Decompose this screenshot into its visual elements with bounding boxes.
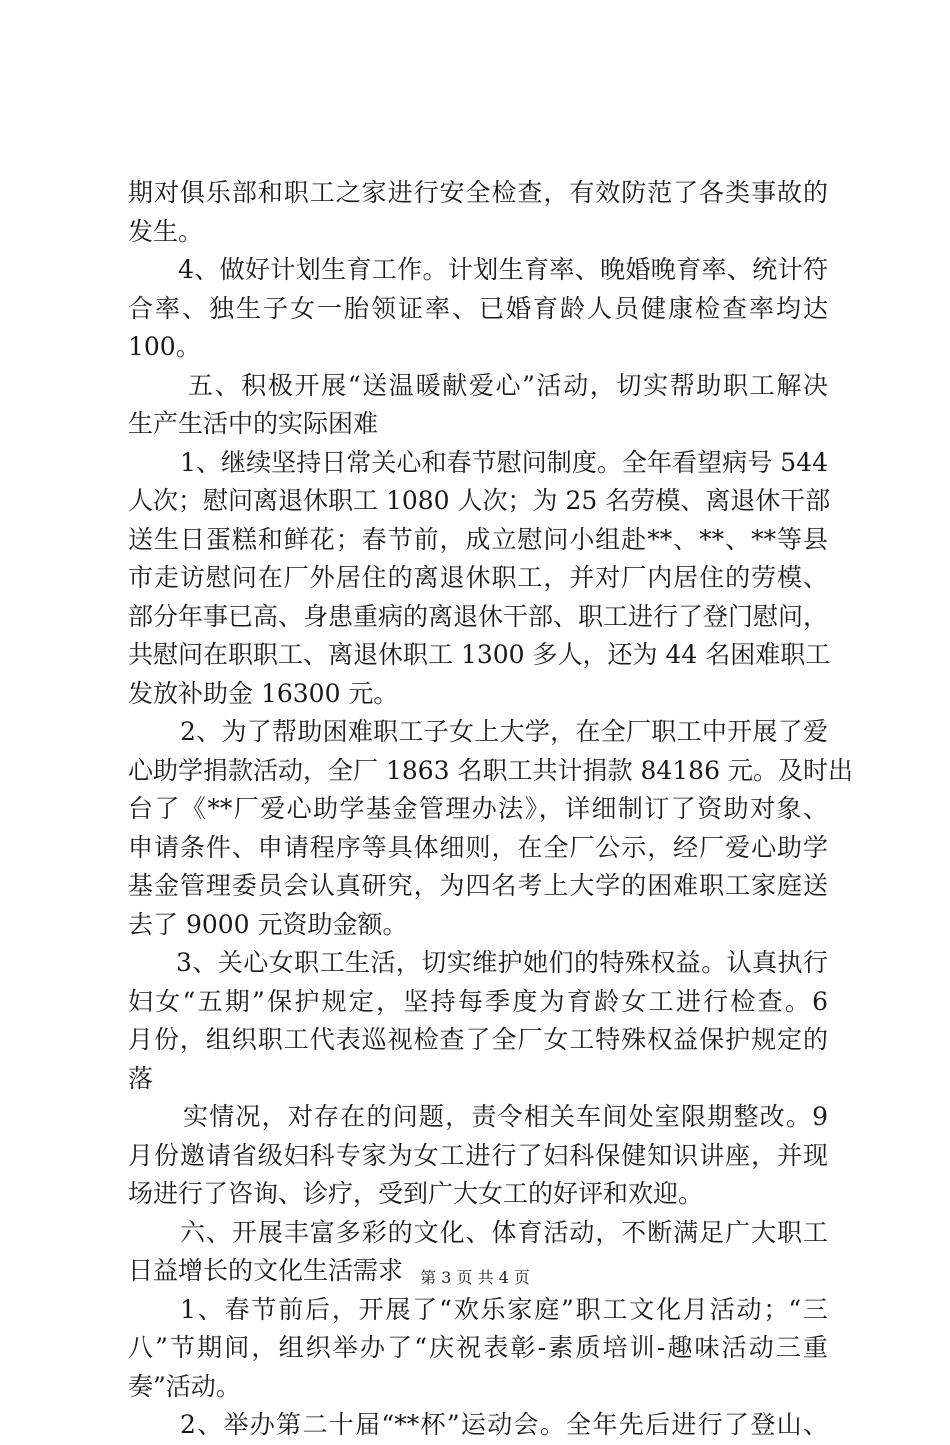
text-line: 申请条件、申请程序等具体细则，在全厂公示，经厂爱心助学: [128, 832, 828, 862]
text-line: 日益增长的文化生活需求: [128, 1256, 404, 1285]
text-line: 送生日蛋糕和鲜花；春节前，成立慰问小组赴**、**、**等县: [128, 524, 828, 554]
text-line: 六、开展丰富多彩的文化、体育活动，不断满足广大职工: [180, 1217, 828, 1247]
text-line: 奏”活动。: [128, 1371, 241, 1401]
text-line: 落: [128, 1063, 154, 1093]
text-line: 2、为了帮助困难职工子女上大学，在全厂职工中开展了爱: [180, 717, 828, 746]
text-line: 基金管理委员会认真研究，为四名考上大学的困难职工家庭送: [128, 871, 828, 900]
text-line: 场进行了咨询、诊疗，受到广大女工的好评和欢迎。: [128, 1179, 704, 1208]
text-line: 台了《**厂爱心助学基金管理办法》，详细制订了资助对象、: [128, 794, 828, 823]
text-line: 市走访慰问在厂外居住的离退休职工，并对厂内居住的劳模、: [128, 563, 828, 592]
text-line: 1、春节前后，开展了“欢乐家庭”职工文化月活动；“三: [180, 1294, 828, 1324]
text-line: 八”节期间，组织举办了“庆祝表彰-素质培训-趣味活动三重: [128, 1333, 828, 1362]
page-footer: 第 3 页 共 4 页: [420, 1268, 530, 1287]
text-line: 部分年事已高、身患重病的离退休干部、职工进行了登门慰问，: [128, 601, 829, 631]
text-line: 合率、独生子女一胎领证率、已婚育龄人员健康检查率均达: [128, 293, 828, 323]
text-line: 心助学捐款活动，全厂 1863 名职工共计捐款 84186 元。及时出: [128, 755, 853, 785]
text-line: 3、关心女职工生活，切实维护她们的特殊权益。认真执行: [176, 948, 828, 977]
text-line: 实情况，对存在的问题，责令相关车间处室限期整改。9: [183, 1102, 828, 1131]
text-line: 去了 9000 元资助金额。: [128, 909, 408, 939]
document-body: [128, 174, 853, 1445]
text-line: 1、继续坚持日常关心和春节慰问制度。全年看望病号 544: [180, 447, 828, 477]
text-line: 共慰问在职职工、离退休职工 1300 多人，还为 44 名困难职工: [128, 640, 831, 669]
text-line: 五、积极开展“送温暖献爱心”活动，切实帮助职工解决: [188, 370, 828, 400]
text-line: 期对俱乐部和职工之家进行安全检查，有效防范了各类事故的: [128, 178, 828, 207]
text-line: 妇女“五期”保护规定，坚持每季度为育龄女工进行检查。6: [128, 986, 828, 1016]
text-line: 月份，组织职工代表巡视检查了全厂女工特殊权益保护规定的: [128, 1025, 828, 1054]
text-line: 月份邀请省级妇科专家为女工进行了妇科保健知识讲座，并现: [128, 1140, 828, 1170]
text-line: 2、举办第二十届“**杯”运动会。全年先后进行了登山、: [180, 1410, 828, 1439]
text-line: 发生。: [128, 216, 204, 246]
text-line: 人次；慰问离退休职工 1080 人次；为 25 名劳模、离退休干部: [128, 486, 831, 515]
text-line: 生产生活中的实际困难: [128, 409, 379, 438]
text-line: 发放补助金 16300 元。: [128, 678, 399, 708]
text-line: 4、做好计划生育工作。计划生育率、晚婚晚育率、统计符: [178, 255, 828, 284]
text-line: 100。: [128, 332, 201, 361]
